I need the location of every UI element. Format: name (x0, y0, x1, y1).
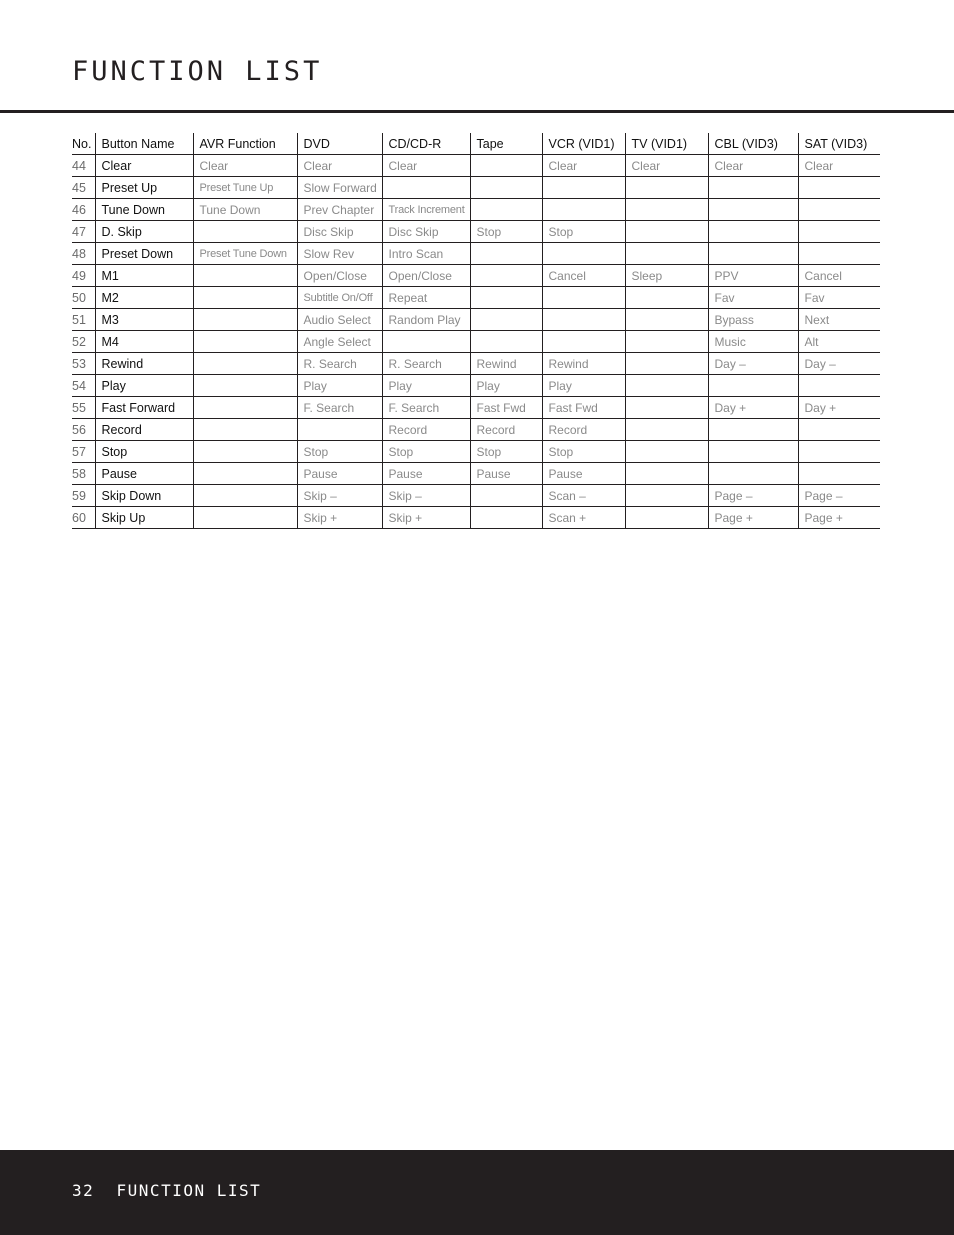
function-cell: Scan – (542, 485, 625, 507)
button-name-cell: Preset Up (95, 177, 193, 199)
function-cell: Rewind (470, 353, 542, 375)
row-number: 58 (72, 463, 95, 485)
function-cell (193, 221, 297, 243)
column-header-cd: CD/CD-R (382, 133, 470, 155)
function-cell: Scan + (542, 507, 625, 529)
function-cell: Page + (708, 507, 798, 529)
function-cell: Preset Tune Down (193, 243, 297, 265)
table-body (72, 155, 880, 529)
function-cell (193, 419, 297, 441)
function-cell (470, 331, 542, 353)
function-cell (708, 177, 798, 199)
function-cell: Stop (297, 441, 382, 463)
table-header-row (72, 133, 880, 155)
row-number: 53 (72, 353, 95, 375)
function-cell: Record (470, 419, 542, 441)
table-row (72, 507, 880, 529)
row-number: 46 (72, 199, 95, 221)
page-title: FUNCTION LIST (72, 56, 323, 87)
column-header-button-name: Button Name (95, 133, 193, 155)
function-cell: Bypass (708, 309, 798, 331)
row-number: 59 (72, 485, 95, 507)
row-number: 44 (72, 155, 95, 177)
function-cell: Fav (708, 287, 798, 309)
function-cell: Open/Close (297, 265, 382, 287)
function-cell (193, 507, 297, 529)
row-number: 50 (72, 287, 95, 309)
function-cell: Cancel (798, 265, 880, 287)
row-number: 47 (72, 221, 95, 243)
row-number: 54 (72, 375, 95, 397)
function-cell: Preset Tune Up (193, 177, 297, 199)
button-name-cell: Tune Down (95, 199, 193, 221)
function-cell (542, 177, 625, 199)
function-cell: Fav (798, 287, 880, 309)
function-cell: Day – (708, 353, 798, 375)
table-row (72, 441, 880, 463)
function-cell (470, 507, 542, 529)
function-cell: Page + (798, 507, 880, 529)
function-cell (470, 265, 542, 287)
function-cell: Angle Select (297, 331, 382, 353)
function-cell: Play (470, 375, 542, 397)
column-header-sat: SAT (VID3) (798, 133, 880, 155)
function-cell: Clear (193, 155, 297, 177)
table-row (72, 243, 880, 265)
function-cell (542, 331, 625, 353)
footer-title: FUNCTION LIST (116, 1181, 262, 1200)
column-header-avr-function: AVR Function (193, 133, 297, 155)
button-name-cell: Skip Up (95, 507, 193, 529)
function-cell: R. Search (382, 353, 470, 375)
table-row (72, 397, 880, 419)
function-cell (625, 221, 708, 243)
function-cell (470, 155, 542, 177)
function-cell (708, 375, 798, 397)
function-cell: Clear (542, 155, 625, 177)
row-number: 56 (72, 419, 95, 441)
function-cell: Day + (798, 397, 880, 419)
function-cell (470, 485, 542, 507)
column-header-dvd: DVD (297, 133, 382, 155)
function-cell (708, 419, 798, 441)
table-row (72, 287, 880, 309)
table-row (72, 199, 880, 221)
function-cell (470, 177, 542, 199)
function-cell (625, 199, 708, 221)
function-cell (708, 243, 798, 265)
function-cell: Page – (708, 485, 798, 507)
function-cell: F. Search (382, 397, 470, 419)
function-cell: Subtitle On/Off (297, 287, 382, 309)
function-cell (798, 177, 880, 199)
button-name-cell: Stop (95, 441, 193, 463)
function-cell: Pause (382, 463, 470, 485)
row-number: 48 (72, 243, 95, 265)
function-cell: F. Search (297, 397, 382, 419)
column-header-cbl: CBL (VID3) (708, 133, 798, 155)
function-cell (798, 419, 880, 441)
column-header-tape: Tape (470, 133, 542, 155)
function-cell: Pause (542, 463, 625, 485)
function-cell: Cancel (542, 265, 625, 287)
function-cell: Slow Forward (297, 177, 382, 199)
function-cell (798, 375, 880, 397)
function-cell: Intro Scan (382, 243, 470, 265)
button-name-cell: Skip Down (95, 485, 193, 507)
function-cell: Stop (470, 221, 542, 243)
function-cell: Skip + (297, 507, 382, 529)
table-row (72, 375, 880, 397)
row-number: 57 (72, 441, 95, 463)
button-name-cell: M2 (95, 287, 193, 309)
function-cell (798, 199, 880, 221)
button-name-cell: M3 (95, 309, 193, 331)
title-divider (0, 110, 954, 113)
function-cell: Play (297, 375, 382, 397)
function-cell: Skip + (382, 507, 470, 529)
function-cell (193, 375, 297, 397)
function-cell (625, 309, 708, 331)
table-row (72, 331, 880, 353)
function-cell (625, 419, 708, 441)
function-cell: Play (542, 375, 625, 397)
function-cell (542, 309, 625, 331)
button-name-cell: Record (95, 419, 193, 441)
function-cell (193, 265, 297, 287)
function-cell (625, 485, 708, 507)
function-cell: Audio Select (297, 309, 382, 331)
function-cell (193, 331, 297, 353)
button-name-cell: Preset Down (95, 243, 193, 265)
button-name-cell: Clear (95, 155, 193, 177)
table-row (72, 221, 880, 243)
function-cell: R. Search (297, 353, 382, 375)
function-cell (297, 419, 382, 441)
row-number: 45 (72, 177, 95, 199)
table-row (72, 309, 880, 331)
function-cell: Skip – (297, 485, 382, 507)
function-cell (625, 331, 708, 353)
function-cell (542, 287, 625, 309)
button-name-cell: Play (95, 375, 193, 397)
function-cell: Disc Skip (297, 221, 382, 243)
function-cell: Disc Skip (382, 221, 470, 243)
function-cell (708, 221, 798, 243)
function-cell (193, 397, 297, 419)
column-header-tv: TV (VID1) (625, 133, 708, 155)
function-cell: Clear (625, 155, 708, 177)
function-cell (625, 243, 708, 265)
function-cell (470, 287, 542, 309)
function-cell (625, 375, 708, 397)
function-cell (542, 199, 625, 221)
page-number: 32 (72, 1181, 95, 1200)
button-name-cell: Pause (95, 463, 193, 485)
function-cell (625, 353, 708, 375)
function-cell (382, 177, 470, 199)
function-cell: Fast Fwd (470, 397, 542, 419)
function-cell: Stop (542, 221, 625, 243)
function-cell (193, 441, 297, 463)
function-cell (193, 485, 297, 507)
function-cell: Pause (297, 463, 382, 485)
function-cell: Next (798, 309, 880, 331)
function-cell: Pause (470, 463, 542, 485)
button-name-cell: Rewind (95, 353, 193, 375)
function-cell: Open/Close (382, 265, 470, 287)
function-cell: Clear (798, 155, 880, 177)
function-cell: Clear (297, 155, 382, 177)
function-cell (625, 397, 708, 419)
function-cell: Music (708, 331, 798, 353)
footer-bar (0, 1150, 954, 1235)
function-list-table (72, 133, 880, 529)
function-cell: PPV (708, 265, 798, 287)
function-cell: Stop (542, 441, 625, 463)
function-cell (798, 463, 880, 485)
function-cell (193, 287, 297, 309)
row-number: 49 (72, 265, 95, 287)
function-cell (798, 221, 880, 243)
function-cell (625, 463, 708, 485)
footer-label (72, 1181, 261, 1200)
function-cell: Alt (798, 331, 880, 353)
button-name-cell: D. Skip (95, 221, 193, 243)
function-cell: Skip – (382, 485, 470, 507)
table-row (72, 463, 880, 485)
function-cell: Track Increment (382, 199, 470, 221)
function-cell: Clear (382, 155, 470, 177)
function-cell: Stop (382, 441, 470, 463)
function-cell (625, 441, 708, 463)
function-cell (470, 199, 542, 221)
button-name-cell: M4 (95, 331, 193, 353)
function-cell: Record (542, 419, 625, 441)
function-cell: Play (382, 375, 470, 397)
table-row (72, 485, 880, 507)
function-cell: Tune Down (193, 199, 297, 221)
table-row (72, 353, 880, 375)
column-header-no: No. (72, 133, 95, 155)
function-cell: Page – (798, 485, 880, 507)
function-cell: Rewind (542, 353, 625, 375)
function-cell: Stop (470, 441, 542, 463)
row-number: 60 (72, 507, 95, 529)
function-cell (798, 243, 880, 265)
function-cell (798, 441, 880, 463)
function-cell (193, 463, 297, 485)
column-header-vcr: VCR (VID1) (542, 133, 625, 155)
table-row (72, 265, 880, 287)
function-cell (542, 243, 625, 265)
button-name-cell: M1 (95, 265, 193, 287)
function-cell (625, 287, 708, 309)
function-cell (625, 177, 708, 199)
function-cell: Record (382, 419, 470, 441)
function-cell: Prev Chapter (297, 199, 382, 221)
function-cell: Clear (708, 155, 798, 177)
row-number: 55 (72, 397, 95, 419)
function-cell (708, 441, 798, 463)
function-cell (382, 331, 470, 353)
function-cell: Fast Fwd (542, 397, 625, 419)
function-cell (193, 353, 297, 375)
table-row (72, 155, 880, 177)
function-cell: Repeat (382, 287, 470, 309)
function-cell (470, 243, 542, 265)
function-cell (470, 309, 542, 331)
function-cell (708, 199, 798, 221)
table-row (72, 177, 880, 199)
function-cell: Day – (798, 353, 880, 375)
function-cell (193, 309, 297, 331)
function-cell: Slow Rev (297, 243, 382, 265)
function-cell (625, 507, 708, 529)
row-number: 52 (72, 331, 95, 353)
button-name-cell: Fast Forward (95, 397, 193, 419)
function-cell: Sleep (625, 265, 708, 287)
function-cell: Day + (708, 397, 798, 419)
table-row (72, 419, 880, 441)
function-cell (708, 463, 798, 485)
row-number: 51 (72, 309, 95, 331)
function-cell: Random Play (382, 309, 470, 331)
